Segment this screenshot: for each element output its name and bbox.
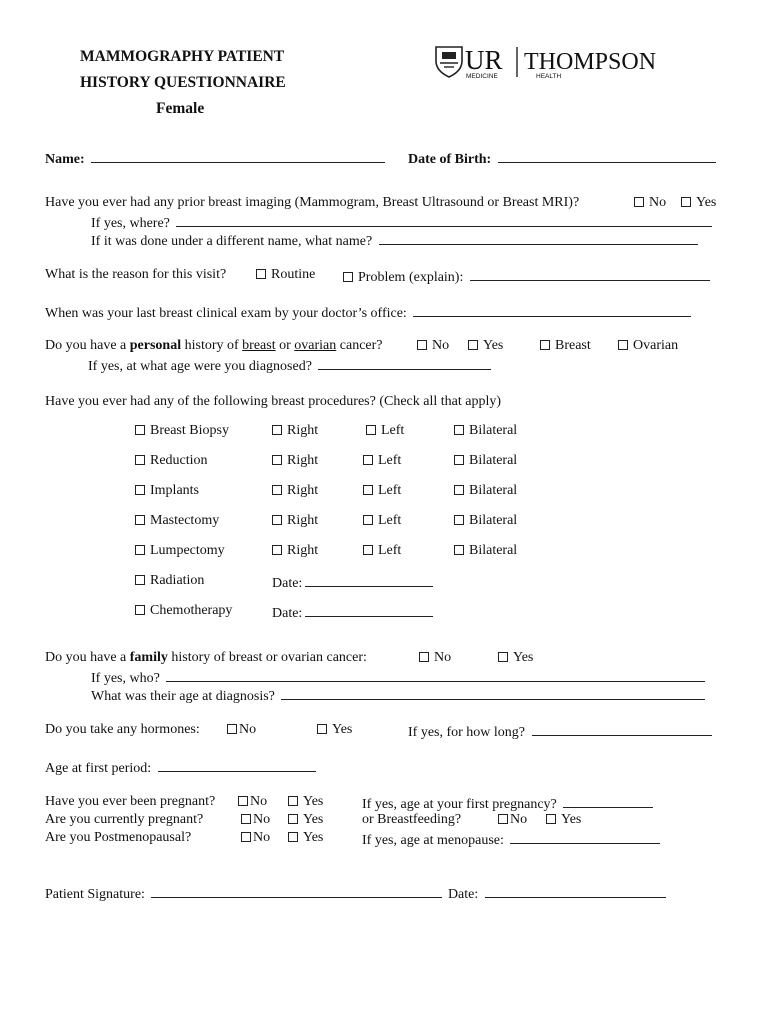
checkbox[interactable] — [363, 515, 373, 525]
logo-mark — [433, 45, 663, 79]
option-label: Implants — [150, 483, 199, 498]
option-label: No — [434, 650, 452, 665]
option-label: Routine — [271, 267, 316, 282]
procedure-option[interactable] — [135, 544, 225, 558]
option-label: No — [253, 812, 271, 827]
shield-icon — [436, 47, 462, 77]
bilateral-option[interactable] — [454, 544, 517, 558]
form-title-line1: MAMMOGRAPHY PATIENT — [80, 48, 285, 65]
procedure-option[interactable] — [135, 454, 208, 468]
imaging-different-name-field[interactable] — [379, 232, 698, 245]
checkbox[interactable] — [135, 485, 145, 495]
checkbox[interactable] — [363, 455, 373, 465]
family-age-row — [91, 687, 705, 704]
visit-reason-routine[interactable] — [256, 268, 315, 282]
right-option[interactable] — [272, 454, 318, 468]
family-age-label: What was their age at diagnosis? — [91, 689, 275, 704]
option-label: No — [432, 338, 450, 353]
dob-field[interactable] — [498, 150, 716, 163]
option-label: Yes — [303, 812, 324, 827]
clinical-exam-row — [45, 304, 691, 321]
personal-history-no[interactable] — [417, 339, 449, 353]
bilateral-option[interactable] — [454, 454, 517, 468]
checkbox[interactable] — [288, 814, 298, 824]
first-pregnancy-row — [362, 795, 653, 812]
procedure-date-label: Date: — [272, 576, 303, 591]
dob-row — [408, 150, 716, 167]
right-option[interactable] — [272, 514, 318, 528]
checkbox[interactable] — [227, 724, 237, 734]
checkbox[interactable] — [135, 605, 145, 615]
hormones-how-long-row — [408, 723, 712, 740]
family-history-yes[interactable] — [498, 651, 533, 665]
left-option[interactable] — [363, 514, 401, 528]
option-label: Yes — [561, 812, 582, 827]
checkbox[interactable] — [241, 814, 251, 824]
diagnosis-age-field[interactable] — [318, 357, 491, 370]
option-label: Yes — [513, 650, 534, 665]
bilateral-option[interactable] — [454, 424, 517, 438]
personal-history-question: Do you have a personal history of breast or ovarian cancer? — [45, 338, 383, 353]
checkbox[interactable] — [454, 455, 464, 465]
checkbox[interactable] — [343, 272, 353, 282]
bilateral-option[interactable] — [454, 514, 517, 528]
checkbox[interactable] — [288, 832, 298, 842]
procedure-date-label: Date: — [272, 606, 303, 621]
hormones-question: Do you take any hormones: — [45, 722, 200, 737]
family-history-question: Do you have a family history of breast or ovarian cancer: — [45, 650, 367, 665]
menopause-age-field[interactable] — [510, 831, 660, 844]
signature-field[interactable] — [151, 885, 442, 898]
option-label: No — [649, 195, 667, 210]
checkbox[interactable] — [634, 197, 644, 207]
left-option[interactable] — [363, 544, 401, 558]
checkbox[interactable] — [468, 340, 478, 350]
checkbox[interactable] — [135, 455, 145, 465]
right-option[interactable] — [272, 484, 318, 498]
option-label: Chemotherapy — [150, 603, 233, 618]
procedure-option[interactable] — [135, 484, 199, 498]
option-label: Ovarian — [633, 338, 679, 353]
imaging-where-label: If yes, where? — [91, 216, 170, 231]
form-title-line2: HISTORY QUESTIONNAIRE — [80, 74, 286, 91]
option-label: Breast Biopsy — [150, 423, 229, 438]
checkbox[interactable] — [363, 545, 373, 555]
checkbox[interactable] — [272, 545, 282, 555]
menopause-age-row — [362, 831, 660, 848]
option-label: Yes — [483, 338, 504, 353]
procedure-date-field[interactable] — [305, 604, 433, 617]
postmenopausal-no[interactable] — [241, 831, 270, 845]
checkbox[interactable] — [272, 515, 282, 525]
checkbox[interactable] — [238, 796, 248, 806]
option-label: Right — [287, 453, 319, 468]
checkbox[interactable] — [618, 340, 628, 350]
diagnosis-age-row — [88, 357, 491, 374]
right-option[interactable] — [272, 544, 318, 558]
option-label: Bilateral — [469, 423, 518, 438]
imaging-different-name-row — [91, 232, 698, 249]
checkbox[interactable] — [135, 575, 145, 585]
dob-label: Date of Birth: — [408, 152, 492, 167]
logo-medicine-text: MEDICINE — [466, 73, 498, 79]
procedure-option[interactable] — [135, 424, 229, 438]
first-period-label: Age at first period: — [45, 761, 152, 776]
logo-ur-text: UR — [465, 45, 503, 75]
right-option[interactable] — [272, 424, 318, 438]
option-label: Yes — [303, 830, 324, 845]
option-label: Bilateral — [469, 513, 518, 528]
first-pregnancy-label: If yes, age at your first pregnancy? — [362, 797, 557, 812]
checkbox[interactable] — [135, 545, 145, 555]
name-label: Name: — [45, 152, 85, 167]
hormones-how-long-label: If yes, for how long? — [408, 725, 526, 740]
pregnant-yes[interactable] — [288, 795, 323, 809]
option-label: Yes — [696, 195, 717, 210]
family-age-field[interactable] — [281, 687, 705, 700]
checkbox[interactable] — [317, 724, 327, 734]
procedures-question: Have you ever had any of the following breast procedures? (Check all that apply) — [45, 394, 501, 409]
checkbox[interactable] — [272, 455, 282, 465]
procedure-date-row — [272, 574, 433, 591]
option-label: Bilateral — [469, 453, 518, 468]
checkbox[interactable] — [681, 197, 691, 207]
form-subtitle: Female — [156, 100, 205, 117]
option-label: Right — [287, 513, 319, 528]
option-label: Bilateral — [469, 543, 518, 558]
imaging-where-row — [91, 214, 712, 231]
checkbox[interactable] — [498, 814, 508, 824]
option-label: Left — [378, 453, 402, 468]
visit-reason-question: What is the reason for this visit? — [45, 267, 227, 282]
left-option[interactable] — [363, 454, 401, 468]
option-label: Left — [378, 543, 402, 558]
first-period-field[interactable] — [158, 759, 316, 772]
option-label: Yes — [332, 722, 353, 737]
name-field[interactable] — [91, 150, 385, 163]
checkbox[interactable] — [454, 515, 464, 525]
name-row — [45, 150, 385, 167]
breastfeeding-no[interactable] — [498, 813, 527, 827]
option-label: Problem (explain): — [358, 270, 464, 285]
option-label: No — [250, 794, 268, 809]
option-label: Right — [287, 423, 319, 438]
option-label: No — [239, 722, 257, 737]
checkbox[interactable] — [272, 485, 282, 495]
prior-imaging-question: Have you ever had any prior breast imaging (Mammogram, Breast Ultrasound or Breast MRI)? — [45, 195, 580, 210]
option-label: Left — [378, 513, 402, 528]
diagnosis-age-label: If yes, at what age were you diagnosed? — [88, 359, 312, 374]
option-label: No — [510, 812, 528, 827]
personal-history-breast[interactable] — [540, 339, 591, 353]
procedure-date-field[interactable] — [305, 574, 433, 587]
family-who-row — [91, 669, 705, 686]
procedure-date-row — [272, 604, 433, 621]
checkbox[interactable] — [363, 485, 373, 495]
clinical-exam-field[interactable] — [413, 304, 691, 317]
currently-pregnant-no[interactable] — [241, 813, 270, 827]
checkbox[interactable] — [135, 425, 145, 435]
ur-thompson-logo — [433, 45, 663, 79]
option-label: Left — [381, 423, 405, 438]
checkbox[interactable] — [454, 425, 464, 435]
pregnant-question: Have you ever been pregnant? — [45, 794, 216, 809]
breastfeeding-yes[interactable] — [546, 813, 581, 827]
postmenopausal-yes[interactable] — [288, 831, 323, 845]
checkbox[interactable] — [419, 652, 429, 662]
option-label: Left — [378, 483, 402, 498]
imaging-where-field[interactable] — [176, 214, 712, 227]
postmenopausal-question: Are you Postmenopausal? — [45, 830, 192, 845]
prior-imaging-yes[interactable] — [681, 196, 716, 210]
checkbox[interactable] — [272, 425, 282, 435]
checkbox[interactable] — [135, 515, 145, 525]
visit-reason-problem[interactable] — [343, 268, 710, 285]
left-option[interactable] — [366, 424, 404, 438]
hormones-no[interactable] — [227, 723, 256, 737]
procedure-option[interactable] — [135, 604, 232, 618]
bilateral-option[interactable] — [454, 484, 517, 498]
first-period-row — [45, 759, 316, 776]
checkbox[interactable] — [546, 814, 556, 824]
hormones-yes[interactable] — [317, 723, 352, 737]
option-label: Breast — [555, 338, 591, 353]
menopause-age-label: If yes, age at menopause: — [362, 833, 504, 848]
signature-row — [45, 885, 666, 902]
signature-label: Patient Signature: — [45, 887, 145, 902]
option-label: Radiation — [150, 573, 205, 588]
checkbox[interactable] — [256, 269, 266, 279]
family-who-field[interactable] — [166, 669, 705, 682]
option-label: Lumpectomy — [150, 543, 225, 558]
hormones-how-long-field[interactable] — [532, 723, 712, 736]
personal-history-ovarian[interactable] — [618, 339, 678, 353]
problem-explain-field[interactable] — [470, 268, 710, 281]
procedure-option[interactable] — [135, 574, 204, 588]
clinical-exam-label: When was your last breast clinical exam by your doctor’s office: — [45, 306, 407, 321]
currently-pregnant-question: Are you currently pregnant? — [45, 812, 204, 827]
imaging-different-name-label: If it was done under a different name, what name? — [91, 234, 373, 249]
signature-date-label: Date: — [447, 887, 479, 902]
family-history-no[interactable] — [419, 651, 451, 665]
checkbox[interactable] — [454, 485, 464, 495]
option-label: Right — [287, 543, 319, 558]
signature-date-field[interactable] — [485, 885, 666, 898]
checkbox[interactable] — [366, 425, 376, 435]
checkbox[interactable] — [498, 652, 508, 662]
currently-pregnant-yes[interactable] — [288, 813, 323, 827]
checkbox[interactable] — [288, 796, 298, 806]
prior-imaging-no[interactable] — [634, 196, 666, 210]
option-label: Yes — [303, 794, 324, 809]
left-option[interactable] — [363, 484, 401, 498]
option-label: Reduction — [150, 453, 208, 468]
option-label: Right — [287, 483, 319, 498]
checkbox[interactable] — [241, 832, 251, 842]
option-label: No — [253, 830, 271, 845]
family-who-label: If yes, who? — [91, 671, 160, 686]
logo-health-text: HEALTH — [536, 73, 562, 79]
pregnant-no[interactable] — [238, 795, 267, 809]
logo-thompson-text: THOMPSON — [524, 49, 657, 75]
option-label: Bilateral — [469, 483, 518, 498]
checkbox[interactable] — [540, 340, 550, 350]
option-label: Mastectomy — [150, 513, 220, 528]
checkbox[interactable] — [454, 545, 464, 555]
breastfeeding-label: or Breastfeeding? — [362, 812, 462, 827]
personal-history-yes[interactable] — [468, 339, 503, 353]
first-pregnancy-field[interactable] — [563, 795, 653, 808]
checkbox[interactable] — [417, 340, 427, 350]
procedure-option[interactable] — [135, 514, 219, 528]
